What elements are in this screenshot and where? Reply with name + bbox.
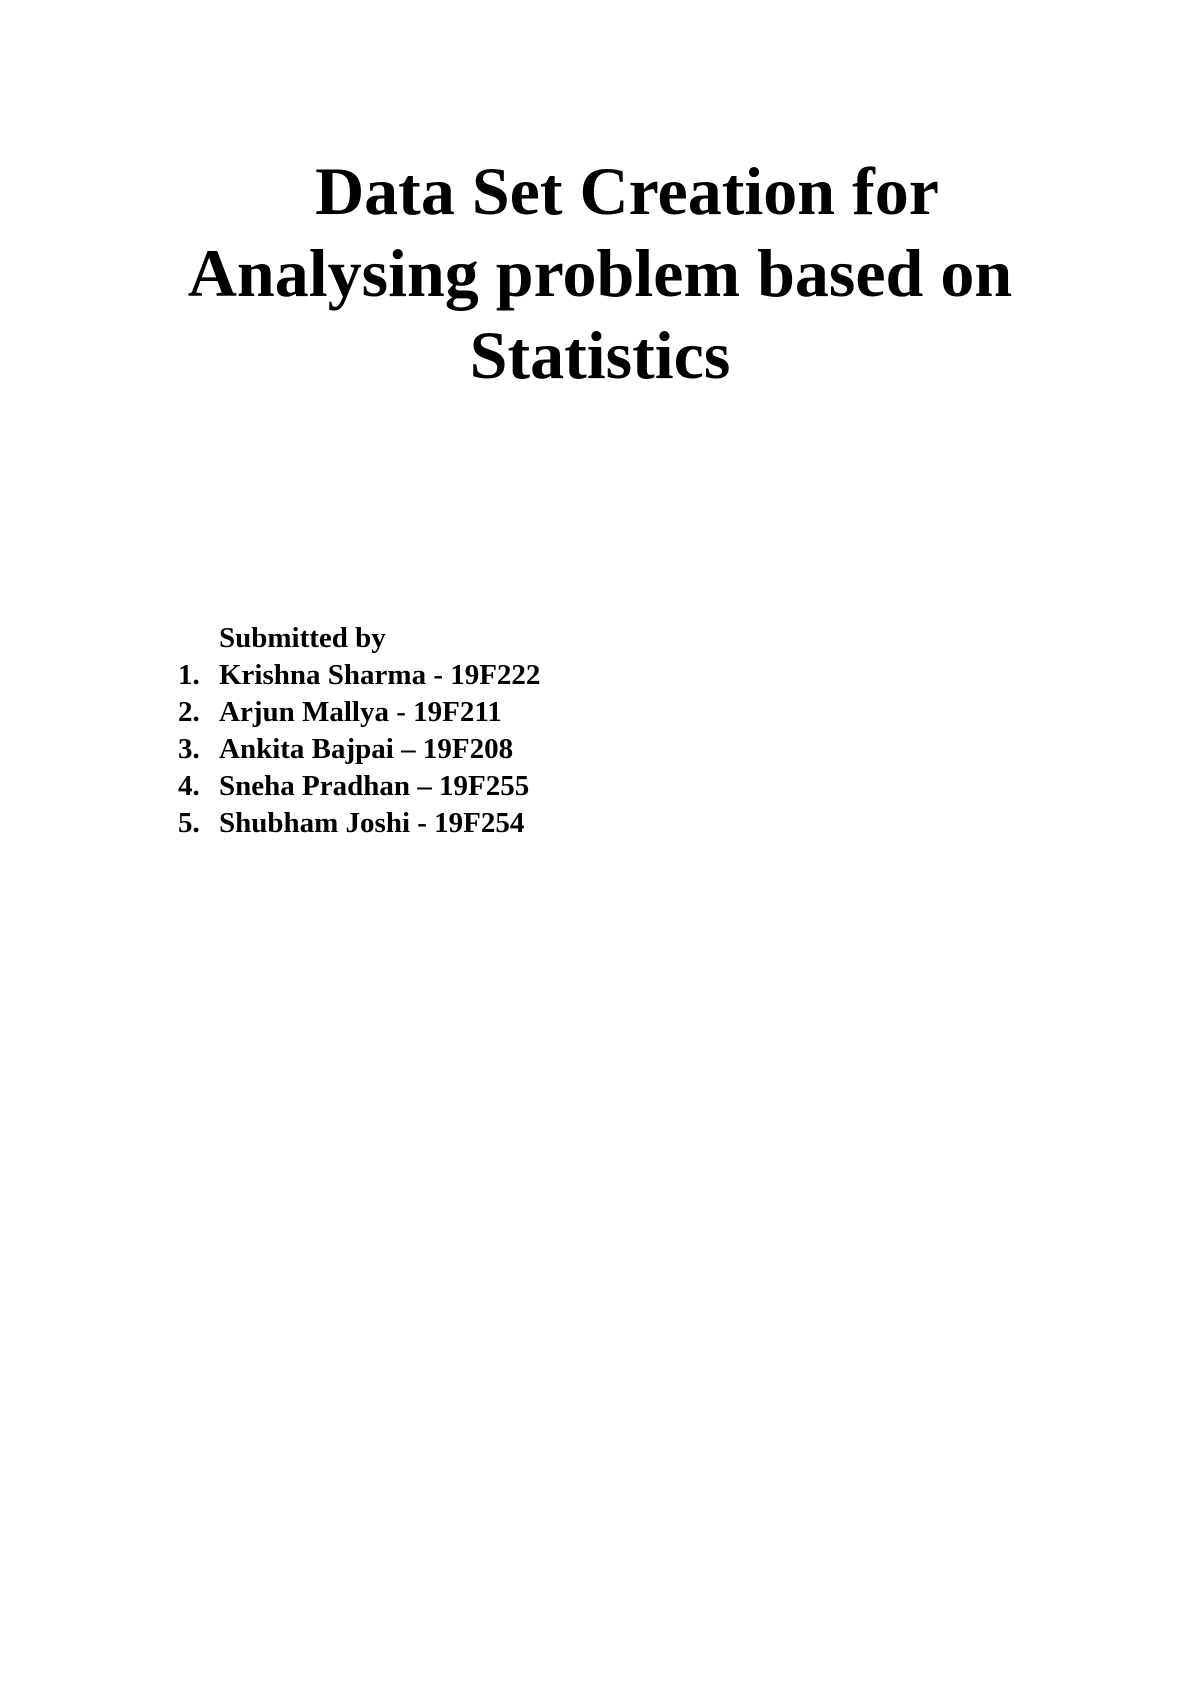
member-name: Ankita Bajpai – 19F208 xyxy=(219,733,514,765)
title-line-3: Statistics xyxy=(469,317,731,393)
submitted-by-label: Submitted by xyxy=(219,622,386,654)
title-line-2: Analysing problem based on xyxy=(187,235,1013,311)
member-item-4 xyxy=(178,768,540,805)
document-title xyxy=(120,150,1080,396)
member-list xyxy=(178,657,540,842)
member-number: 4. xyxy=(178,770,200,802)
member-item-3 xyxy=(178,731,540,768)
member-name: Arjun Mallya - 19F211 xyxy=(219,696,502,728)
member-item-5 xyxy=(178,805,540,842)
member-number: 3. xyxy=(178,733,200,765)
title-line-1: Data Set Creation for xyxy=(315,153,939,229)
member-item-2 xyxy=(178,694,540,731)
member-number: 5. xyxy=(178,807,200,839)
member-name: Shubham Joshi - 19F254 xyxy=(219,807,525,839)
member-name: Krishna Sharma - 19F222 xyxy=(219,659,541,691)
member-name: Sneha Pradhan – 19F255 xyxy=(219,770,530,802)
member-number: 1. xyxy=(178,659,200,691)
member-number: 2. xyxy=(178,696,200,728)
member-item-1 xyxy=(178,657,540,694)
